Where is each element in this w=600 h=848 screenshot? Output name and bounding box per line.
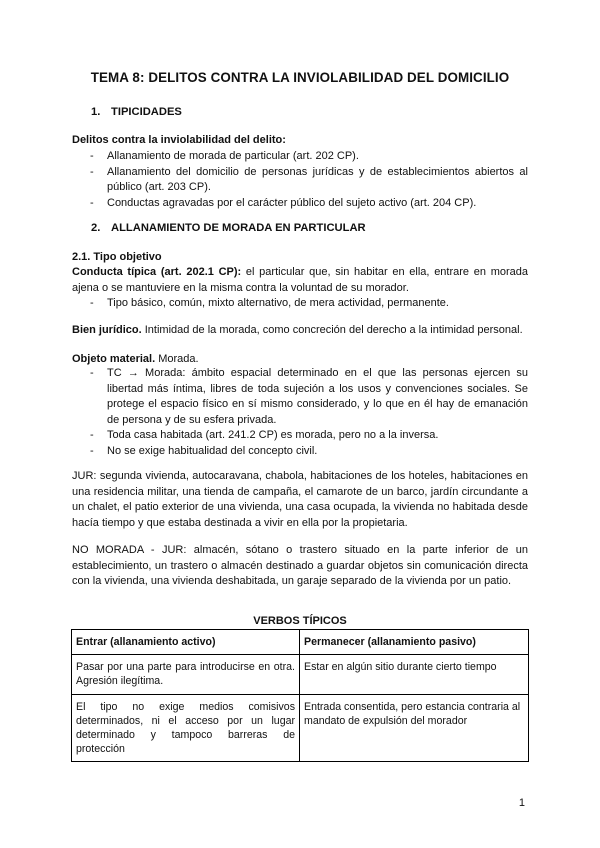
page-number: 1 [518, 797, 525, 809]
section-1-heading [91, 106, 182, 118]
table-header-row [72, 630, 529, 655]
subsection-2-1-heading: 2.1. Tipo objetivo [72, 251, 162, 263]
list-item: - Allanamiento del domicilio de personas jurídicas y de establecimientos abiertos al público (art. 203 CP). [72, 165, 528, 196]
bien-juridico-label: Bien jurídico. [72, 324, 142, 336]
jurisprudence-paragraph: JUR: segunda vivienda, autocaravana, chabola, habitaciones de los hoteles, habitaciones en una residencia militar, una tienda de campaña, el camarote de un barco, jardín circundante a un chalet, el patio exterior de una vivienda, una casa ocupada, la vivienda no habitada desde hacía tiempo y que estaba destinada a vivir en ella por la propietaria. [72, 470, 528, 529]
section-1-title: TIPICIDADES [111, 106, 182, 118]
section-2-title: ALLANAMIENTO DE MORADA EN PARTICULAR [111, 222, 366, 234]
bien-juridico-text: Intimidad de la morada, como concreción del derecho a la intimidad personal. [141, 324, 523, 336]
section-1-number: 1. [91, 106, 101, 118]
page-title: TEMA 8: DELITOS CONTRA LA INVIOLABILIDAD DEL DOMICILIO [90, 70, 510, 85]
objeto-material-label: Objeto material. [72, 353, 156, 365]
table-row [72, 655, 529, 695]
section-2-heading [91, 222, 366, 234]
section-1-subheading: Delitos contra la inviolabilidad del delito: [72, 134, 286, 146]
table-row [72, 695, 529, 762]
no-morada-paragraph: NO MORADA - JUR: almacén, sótano o trastero situado en la parte inferior de un establecimiento, un trastero o almacén destinado a guardar objetos sin comunicación directa con la vivienda, una vivienda deshabitada, un garaje separado de la vivienda por un patio. [72, 544, 528, 588]
list-item: - TC → Morada: ámbito espacial determinado en el que las personas ejercen su libertad más íntima, libres de toda sujeción a los usos y convenciones sociales. Se protege el espacio físico en sí mismo considerado, y lo que en él hay de emanación de persona y de su esfera privada. [72, 366, 528, 428]
list-item: - Toda casa habitada (art. 241.2 CP) es morada, pero no a la inversa. [72, 428, 528, 444]
table-header-entrar: Entrar (allanamiento activo) [72, 630, 300, 655]
section-1-list [72, 149, 528, 211]
conducta-text: el particular que, sin habitar en ella, entrare en morada ajena o se mantuviere en la misma contra la voluntad de su morador. [72, 266, 528, 294]
verbos-tipicos-table [71, 629, 529, 762]
table-caption: VERBOS TÍPICOS [253, 615, 347, 627]
conducta-paragraph [72, 265, 528, 296]
table-cell: El tipo no exige medios comisivos determinados, ni el acceso por un lugar determinado y tampoco barreras de protección [72, 695, 300, 762]
list-item: - Tipo básico, común, mixto alternativo, de mera actividad, permanente. [72, 296, 528, 312]
list-item: - Conductas agravadas por el carácter público del sujeto activo (art. 204 CP). [72, 196, 528, 212]
list-item: - Allanamiento de morada de particular (art. 202 CP). [72, 149, 528, 165]
conducta-list [72, 296, 528, 312]
conducta-label: Conducta típica (art. 202.1 CP): [72, 266, 242, 278]
table-header-permanecer: Permanecer (allanamiento pasivo) [300, 630, 529, 655]
objeto-material-text: Morada. [155, 353, 199, 365]
table-cell: Entrada consentida, pero estancia contraria al mandato de expulsión del morador [300, 695, 529, 762]
objeto-material-list [72, 366, 528, 460]
table-cell: Pasar por una parte para introducirse en otra. Agresión ilegítima. [72, 655, 300, 695]
table-cell: Estar en algún sitio durante cierto tiempo [300, 655, 529, 695]
list-item: - No se exige habitualidad del concepto civil. [72, 444, 528, 460]
section-2-number: 2. [91, 222, 101, 234]
bien-juridico-paragraph [72, 323, 528, 339]
